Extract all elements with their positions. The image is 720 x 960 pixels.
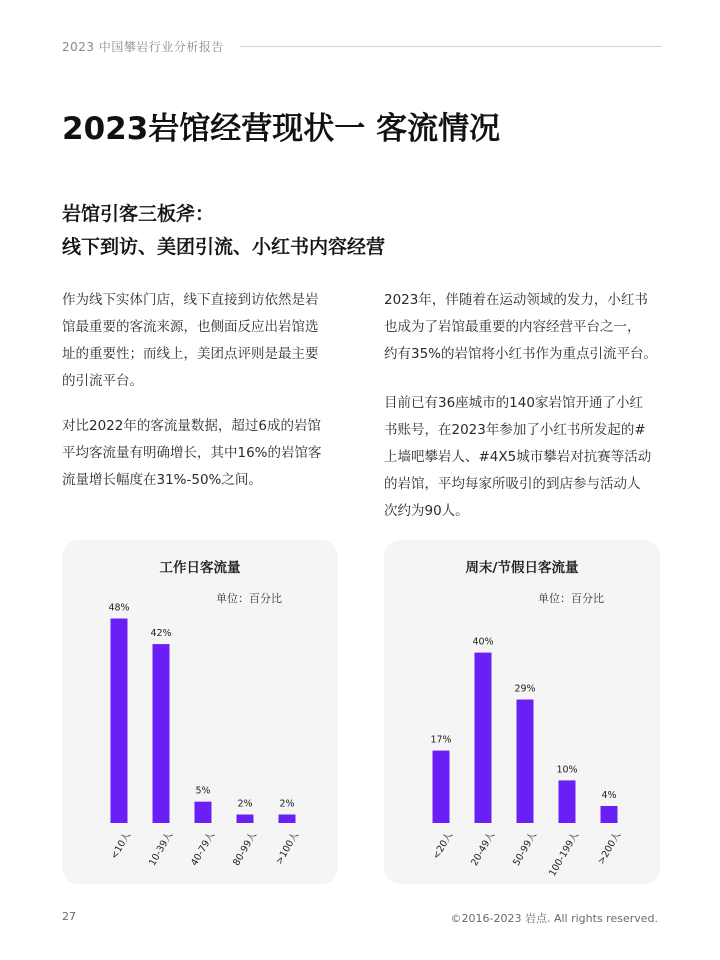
report-header [62, 38, 662, 58]
category-label-4: >200人 [595, 830, 624, 867]
paragraph-traffic-growth [62, 413, 344, 494]
data-label-0: 17% [430, 734, 452, 746]
copyright-notice: ©2016-2023 岩点. All rights reserved. [450, 912, 658, 925]
category-label-1: 10-39人 [147, 830, 176, 868]
paragraph-xiaohongshu-accounts [384, 390, 666, 525]
paragraph-xiaohongshu-platform [384, 287, 666, 368]
paragraph-offline-visits [62, 287, 344, 395]
category-label-0: <10人 [108, 830, 134, 862]
bar-2 [195, 802, 212, 823]
subtitle-line: 线下到访、美团引流、小红书内容经营 [62, 236, 386, 258]
weekday-traffic-chart [62, 540, 338, 884]
data-label-4: 2% [279, 798, 295, 810]
bar-4 [601, 806, 618, 823]
data-label-3: 10% [556, 764, 578, 776]
category-label-3: 80-99人 [231, 830, 260, 868]
text-line: 对比2022年的客流量数据，超过6成的岩馆 [62, 418, 321, 434]
section-subtitle [62, 198, 385, 264]
text-line: 的引流平台。 [62, 373, 143, 389]
data-label-1: 40% [472, 636, 494, 648]
category-label-4: >100人 [273, 830, 302, 867]
weekend-traffic-chart [384, 540, 660, 884]
text-line: 作为线下实体门店，线下直接到访依然是岩 [62, 292, 319, 308]
data-label-0: 48% [108, 602, 130, 614]
text-line: 书账号，在2023年参加了小红书所发起的# [384, 422, 646, 438]
header-divider [240, 46, 662, 47]
data-label-2: 5% [195, 785, 211, 797]
category-label-2: 50-99人 [511, 830, 540, 868]
data-label-1: 42% [150, 628, 172, 640]
data-label-4: 4% [601, 790, 617, 801]
page-number: 27 [62, 910, 76, 923]
text-line: 的岩馆，平均每家所吸引的到店参与活动人 [384, 476, 641, 492]
text-line: 次约为90人。 [384, 503, 469, 519]
chart-title: 周末/节假日客流量 [465, 560, 579, 576]
bar-1 [153, 644, 170, 823]
bar-4 [279, 815, 296, 824]
weekend-traffic-bars [384, 540, 660, 884]
category-label-0: <20人 [430, 830, 456, 862]
chart-unit-label: 单位：百分比 [538, 592, 604, 605]
bar-1 [475, 653, 492, 823]
weekday-traffic-bars [62, 540, 338, 884]
text-line: 址的重要性；而线上，美团点评则是最主要 [62, 346, 319, 362]
chart-unit-label: 单位：百分比 [216, 592, 282, 605]
text-line: 也成为了岩馆最重要的内容经营平台之一， [384, 319, 641, 335]
text-line: 2023年，伴随着在运动领域的发力，小红书 [384, 292, 648, 308]
text-line: 平均客流量有明确增长，其中16%的岩馆客 [62, 445, 322, 461]
category-label-1: 20-49人 [469, 830, 498, 868]
bar-0 [433, 751, 450, 823]
bar-3 [237, 815, 254, 824]
page-title: 2023岩馆经营现状一 客流情况 [62, 111, 501, 147]
text-line: 流量增长幅度在31%-50%之间。 [62, 472, 262, 488]
text-line: 馆最重要的客流来源，也侧面反应出岩馆选 [62, 319, 319, 335]
bar-2 [517, 700, 534, 824]
data-label-3: 2% [237, 798, 253, 810]
report-title: 2023 中国攀岩行业分析报告 [62, 40, 224, 54]
text-line: 上墙吧攀岩人、#4X5城市攀岩对抗赛等活动 [384, 449, 652, 465]
bar-0 [111, 619, 128, 824]
category-label-3: 100-199人 [547, 830, 582, 879]
bar-3 [559, 780, 576, 823]
text-line: 目前已有36座城市的140家岩馆开通了小红 [384, 395, 643, 411]
category-label-2: 40-79人 [189, 830, 218, 868]
chart-title: 工作日客流量 [159, 560, 241, 576]
data-label-2: 29% [514, 683, 536, 695]
subtitle-line: 岩馆引客三板斧： [62, 203, 215, 225]
text-line: 约有35%的岩馆将小红书作为重点引流平台。 [384, 346, 658, 362]
